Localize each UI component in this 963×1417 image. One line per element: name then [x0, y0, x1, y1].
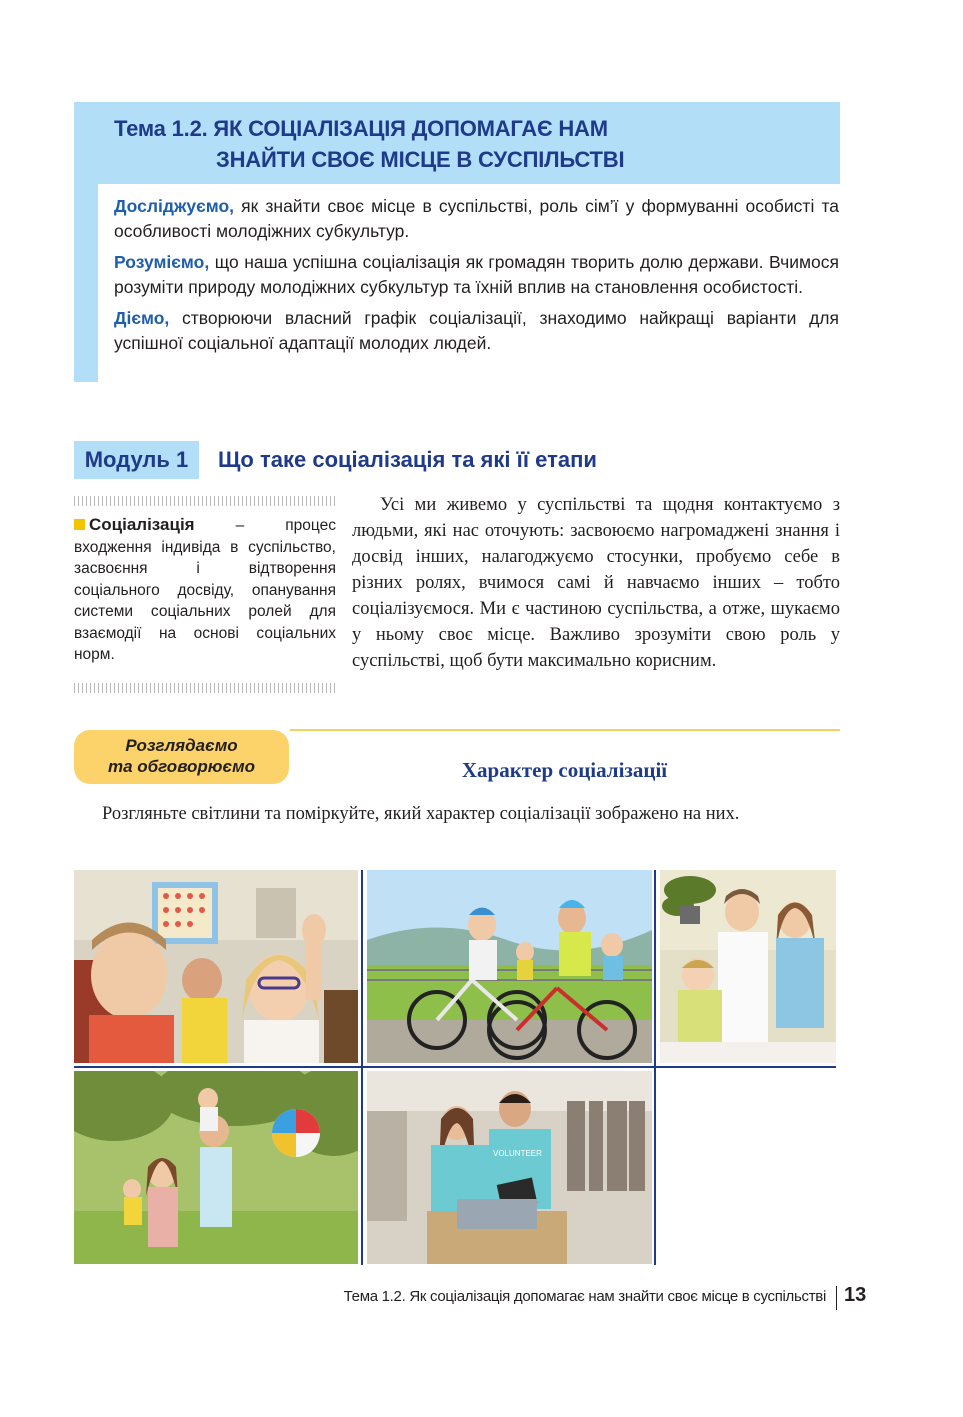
topic-title-line2: ЗНАЙТИ СВОЄ МІСЦЕ В СУСПІЛЬСТВІ: [216, 147, 625, 172]
intro-paragraph: [114, 306, 839, 355]
intro-text: що наша успішна соціалізація як громадян творить долю держави. Вчимося розуміти природу молодіжних субкультур та їхній вплив на становлення особистості.: [114, 252, 839, 297]
dotted-divider-bottom: [74, 683, 336, 693]
grid-line: [74, 1066, 836, 1068]
intro-keyword: Діємо,: [114, 308, 170, 328]
intro-keyword: Розуміємо,: [114, 252, 210, 272]
running-footer: Тема 1.2. Як соціалізація допомагає нам знайти своє місце в суспільстві: [343, 1288, 826, 1305]
section-heading: Характер соціалізації: [461, 758, 668, 782]
intro-text: як знайти своє місце в суспільстві, роль сім’ї у формуванні особисті та особливості молодіжних субкультур.: [114, 196, 839, 241]
photo-volunteers: [367, 1071, 652, 1264]
task-paragraph: Розгляньте світлини та поміркуйте, який характер соціалізації зображено на них.: [102, 804, 740, 824]
body-paragraph: Усі ми живемо у суспільстві та щодня контактуємо з людьми, які нас оточують: засвоюємо нагромаджені знання і досвід інших, налагоджуємо стосунки, пробуємо себе в різних ролях, вчимося самі й навчаємо інших – тобто соціалізуємося. Ми є частиною суспільства, а отже, шукаємо у ньому своє місце. Важливо зрозуміти свою роль у суспільстві, щоб бути максимально корисним.: [352, 495, 840, 671]
definition-text: – процес входження індивіда в суспільство, засвоєння і відтворення соціального досвіду, опанування системи соціальних ролей для взаємодії на основі соціальних норм.: [74, 517, 336, 663]
page-number: 13: [844, 1284, 867, 1306]
module-label: Модуль 1: [74, 441, 199, 479]
volunteer-shirt-label: VOLUNTEER: [493, 1149, 542, 1158]
intro-side-bar: [74, 184, 98, 382]
intro-block: [114, 194, 839, 362]
bullet-square-icon: [74, 519, 85, 530]
module-title: Що таке соціалізація та які її етапи: [218, 447, 597, 472]
topic-title-line1: Тема 1.2. ЯК СОЦІАЛІЗАЦІЯ ДОПОМАГАЄ НАМ: [114, 116, 608, 141]
topic-title: [114, 113, 814, 175]
photo-family: [74, 1071, 358, 1264]
dotted-divider-top: [74, 496, 336, 506]
photo-doctor: [660, 870, 836, 1063]
intro-paragraph: [114, 194, 839, 243]
definition-term: Соціалізація: [89, 515, 195, 534]
photo-cycling: [367, 870, 652, 1063]
photo-classroom: [74, 870, 358, 1063]
intro-text: створюючи власний графік соціалізації, знаходимо найкращі варіанти для успішної соціальної адаптації молодих людей.: [114, 308, 839, 353]
definition-box: [74, 514, 336, 666]
discuss-badge: [74, 730, 289, 784]
footer-separator: [836, 1286, 837, 1310]
intro-keyword: Досліджуємо,: [114, 196, 235, 216]
discuss-badge-line1: Розглядаємо: [125, 736, 238, 755]
section-divider: [290, 729, 840, 731]
discuss-badge-line2: та обговорюємо: [107, 757, 256, 776]
intro-paragraph: [114, 250, 839, 299]
